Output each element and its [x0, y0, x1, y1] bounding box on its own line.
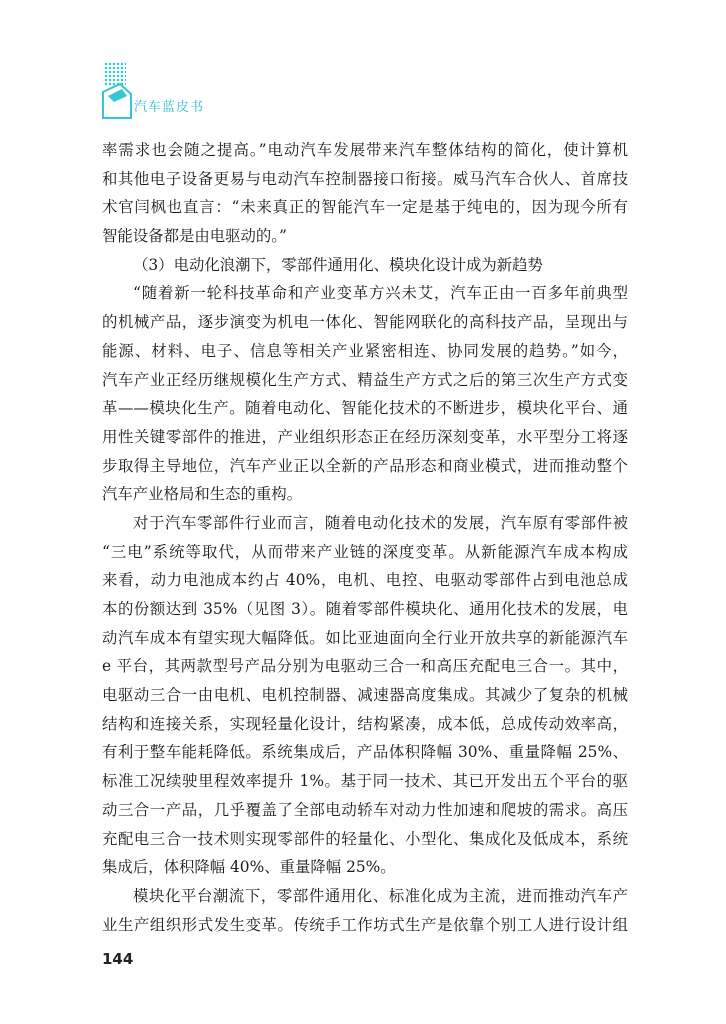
text-line: 能源、材料、电子、信息等相关产业紧密相连、协同发展的趋势。”如今， [102, 341, 628, 360]
text-line: 模块化平台潮流下，零部件通用化、标准化成为主流，进而推动汽车产 [133, 886, 628, 905]
body-text [102, 136, 628, 939]
text-line: 标准工况续驶里程效率提升 1%。基于同一技术、其已开发出五个平台的驱 [102, 772, 628, 791]
text-line: 业生产组织形式发生变革。传统手工作坊式生产是依靠个别工人进行设计组 [102, 915, 628, 934]
text-line: e 平台，其两款型号产品分别为电驱动三合一和高压充配电三合一。其中， [102, 657, 628, 676]
text-line: 充配电三合一技术则实现零部件的轻量化、小型化、集成化及低成本，系统 [102, 829, 628, 848]
text-line: 汽车产业格局和生态的重构。 [102, 485, 303, 504]
text-line: 动汽车成本有望实现大幅降低。如比亚迪面向全行业开放共享的新能源汽车 [102, 628, 628, 647]
text-line: 有利于整车能耗降低。系统集成后，产品体积降幅 30%、重量降幅 25%、 [102, 743, 628, 762]
text-line: 革——模块化生产。随着电动化、智能化技术的不断进步，模块化平台、通 [102, 399, 628, 418]
text-line: 术官闫枫也直言：“未来真正的智能汽车一定是基于纯电的，因为现今所有 [102, 198, 628, 217]
header-title: 汽车蓝皮书 [134, 100, 205, 115]
text-line: 的机械产品，逐步演变为机电一体化、智能网联化的高科技产品，呈现出与 [102, 313, 628, 332]
text-line: 汽车产业正经历继规模化生产方式、精益生产方式之后的第三次生产方式变 [102, 370, 628, 389]
text-line: “随着新一轮科技革命和产业变革方兴未艾，汽车正由一百多年前典型 [133, 284, 628, 303]
text-line: 本的份额达到 35%（见图 3）。随着零部件模块化、通用化技术的发展，电 [102, 600, 628, 618]
text-line: 来看，动力电池成本约占 40%，电机、电控、电驱动零部件占到电池总成 [102, 571, 628, 590]
book-logo-icon [100, 80, 134, 120]
text-line: 动三合一产品，几乎覆盖了全部电动轿车对动力性加速和爬坡的需求。高压 [102, 800, 628, 819]
text-line: 电驱动三合一由电机、电机控制器、减速器高度集成。其减少了复杂的机械 [102, 686, 628, 705]
text-line: 智能设备都是由电驱动的。” [102, 227, 287, 246]
text-line: 率需求也会随之提高。”电动汽车发展带来汽车整体结构的简化，使计算机 [102, 141, 628, 159]
page-number: 144 [102, 950, 134, 968]
text-line: 和其他电子设备更易与电动汽车控制器接口衔接。威马汽车合伙人、首席技 [102, 169, 628, 188]
text-line: 结构和连接关系，实现轻量化设计，结构紧凑，成本低，总成传动效率高， [102, 714, 628, 733]
text-line: 集成后，体积降幅 40%、重量降幅 25%。 [102, 858, 396, 877]
text-line: 步取得主导地位，汽车产业正以全新的产品形态和商业模式，进而推动整个 [102, 456, 628, 475]
text-line: 用性关键零部件的推进，产业组织形态正在经历深刻变革，水平型分工将逐 [102, 427, 628, 446]
section-heading: （3）电动化浪潮下，零部件通用化、模块化设计成为新趋势 [133, 255, 543, 274]
text-line: 对于汽车零部件行业而言，随着电动化技术的发展，汽车原有零部件被 [133, 513, 628, 532]
text-line: “三电”系统等取代，从而带来产业链的深度变革。从新能源汽车成本构成 [102, 542, 628, 561]
